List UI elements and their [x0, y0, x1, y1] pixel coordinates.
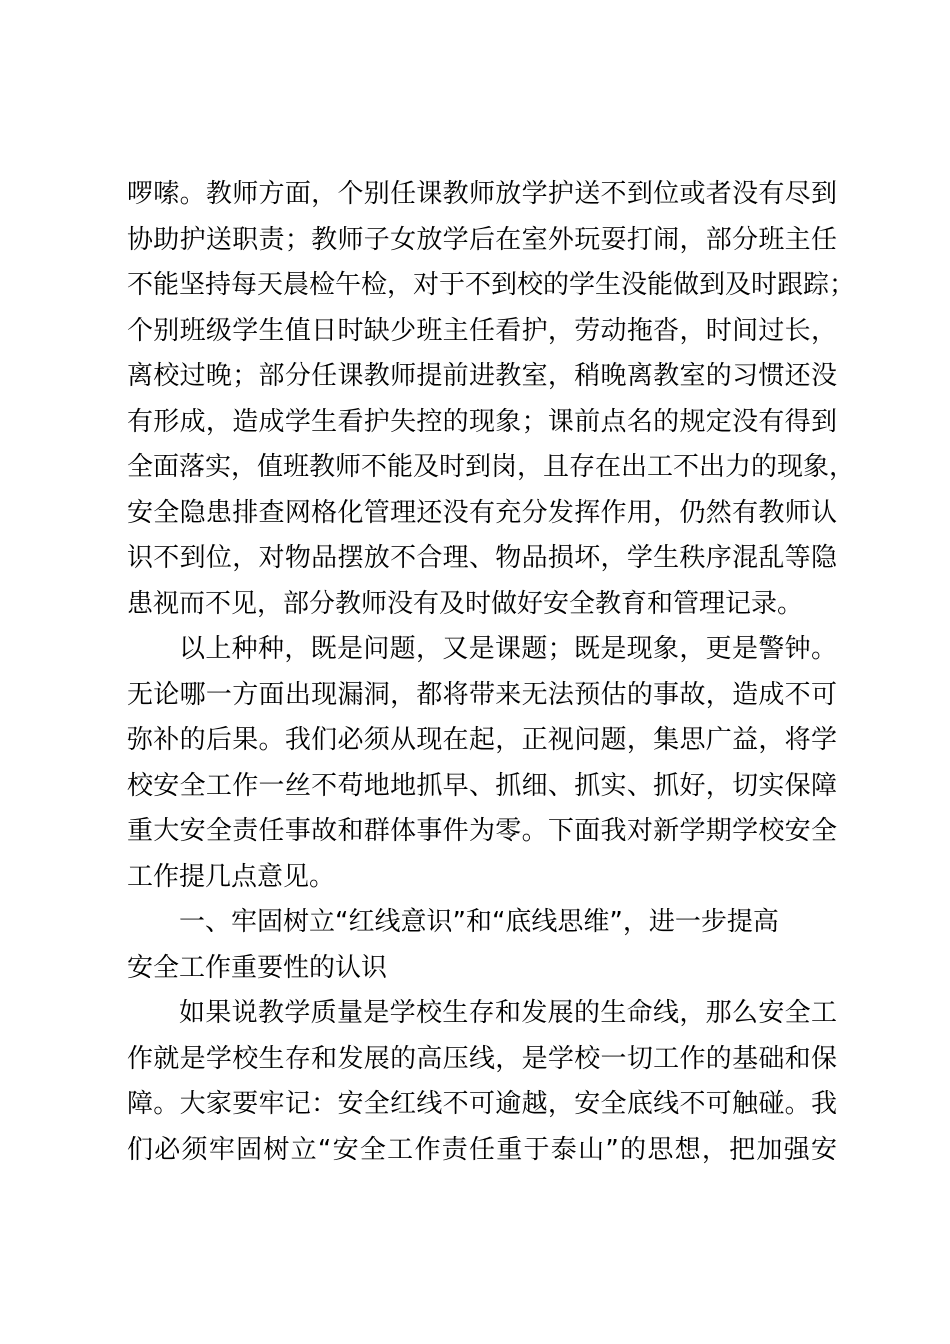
- paragraph-safety-importance: [127, 991, 837, 1173]
- text-line: 重大安全责任事故和群体事件为零。下面我对新学期学校安全: [127, 816, 837, 846]
- section-heading: [127, 900, 837, 991]
- text-line: 不能坚持每天晨检午检，对于不到校的学生没能做到及时跟踪；: [127, 270, 856, 300]
- text-line: 障。大家要牢记：安全红线不可逾越，安全底线不可触碰。我: [127, 1089, 837, 1119]
- text-line: 识不到位，对物品摆放不合理、物品损坏，学生秩序混乱等隐: [127, 543, 837, 573]
- text-line: 们必须牢固树立“安全工作责任重于泰山”的思想，把加强安: [127, 1134, 837, 1165]
- text-line: 如果说教学质量是学校生存和发展的生命线，那么安全工: [179, 998, 837, 1028]
- text-line: 工作提几点意见。: [127, 861, 336, 892]
- text-line: 啰嗦。教师方面，个别任课教师放学护送不到位或者没有尽到: [127, 179, 837, 209]
- text-line: 弥补的后果。我们必须从现在起，正视问题，集思广益，将学: [127, 725, 837, 755]
- document-body: [127, 172, 856, 1173]
- text-line: 个别班级学生值日时缺少班主任看护，劳动拖沓，时间过长，: [127, 315, 837, 346]
- text-line: 安全隐患排查网格化管理还没有充分发挥作用，仍然有教师认: [127, 497, 837, 528]
- heading-line: 安全工作重要性的认识: [127, 952, 388, 983]
- text-line: 患视而不见，部分教师没有及时做好安全教育和管理记录。: [127, 588, 804, 619]
- text-line: 作就是学校生存和发展的高压线，是学校一切工作的基础和保: [127, 1043, 837, 1074]
- paragraph-summary: [127, 627, 837, 900]
- text-line: 全面落实，值班教师不能及时到岗，且存在出工不出力的现象，: [127, 452, 856, 482]
- text-line: 以上种种，既是问题，又是课题；既是现象，更是警钟。: [179, 634, 837, 664]
- text-line: 校安全工作一丝不苟地地抓早、抓细、抓实、抓好，切实保障: [127, 770, 837, 801]
- paragraph-teacher-issues: [127, 172, 856, 627]
- text-line: 协助护送职责；教师子女放学后在室外玩耍打闹，部分班主任: [127, 224, 837, 255]
- text-line: 无论哪一方面出现漏洞，都将带来无法预估的事故，造成不可: [127, 679, 837, 710]
- heading-line: 一、牢固树立“红线意识”和“底线思维”，进一步提高: [179, 907, 779, 937]
- text-line: 离校过晚；部分任课教师提前进教室，稍晚离教室的习惯还没: [127, 361, 837, 391]
- text-line: 有形成，造成学生看护失控的现象；课前点名的规定没有得到: [127, 406, 837, 437]
